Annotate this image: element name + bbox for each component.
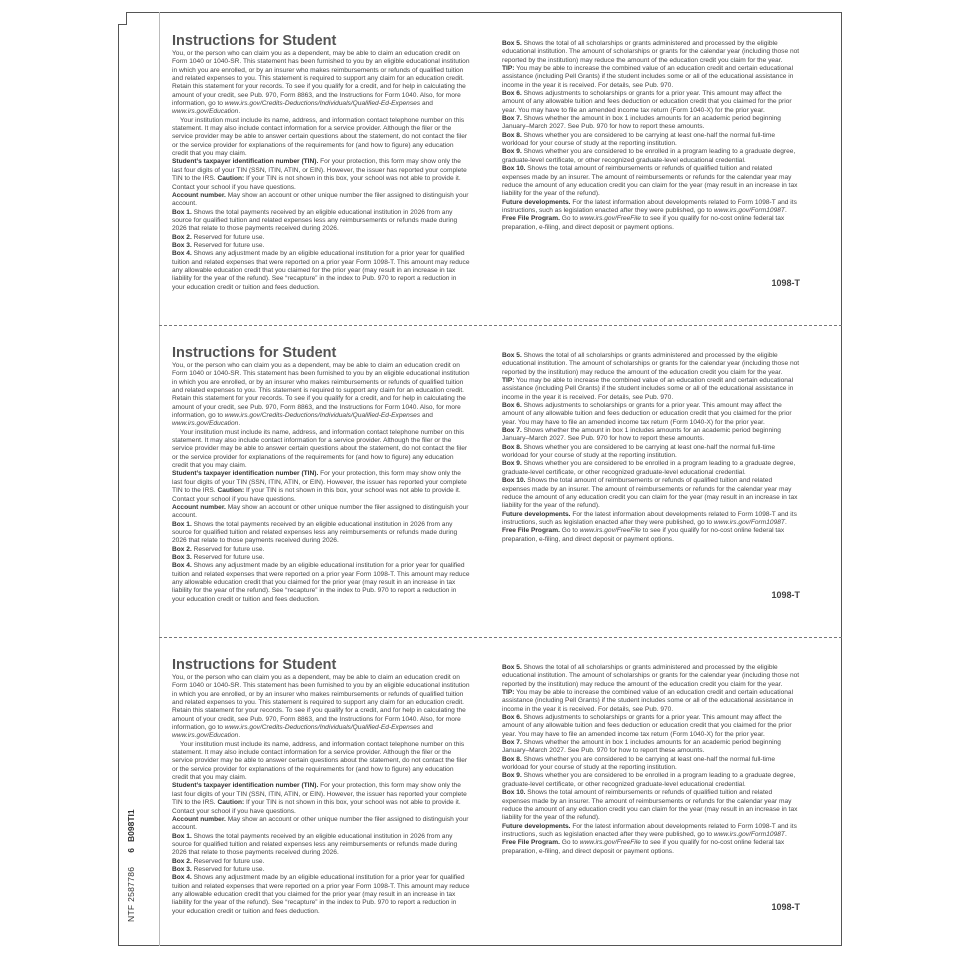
box4-label: Box 4. xyxy=(172,874,192,882)
box8-text: Shows whether you are considered to be carrying at least one-half the normal full-time workload for your course of study at the reporting institution. xyxy=(502,131,776,148)
intro-end: . xyxy=(238,732,241,740)
box2-paragraph xyxy=(172,234,470,242)
box1-label: Box 1. xyxy=(172,208,192,216)
caution-label: Caution: xyxy=(217,799,245,807)
box2-text: Reserved for future use. xyxy=(191,857,265,865)
box6-paragraph xyxy=(502,90,800,115)
account-text: May show an account or other unique number the filer assigned to distinguish your account. xyxy=(172,503,469,520)
form-side-code xyxy=(126,809,136,922)
box6-label: Box 6. xyxy=(502,714,522,722)
intro-and: and xyxy=(420,100,433,108)
right-column xyxy=(502,40,800,232)
box5-label: Box 5. xyxy=(502,352,522,359)
tip-text: You may be able to increase the combined value of an education credit and certain educational assistance (including Pell Grants) if the student includes some or all of the educational assistance in income in the year it is received. For details, see Pub. 970. xyxy=(502,65,794,89)
free-file-end: to see if you qualify for no-cost online federal tax preparation, e-filing, and direct deposit or payment options. xyxy=(502,215,785,231)
box4-paragraph xyxy=(172,250,470,292)
box9-paragraph xyxy=(502,460,800,477)
box1-label: Box 1. xyxy=(172,832,192,840)
intro-end: . xyxy=(238,420,241,428)
left-column xyxy=(172,32,470,292)
caution-label: Caution: xyxy=(217,175,245,183)
box9-text: Shows whether you are considered to be enrolled in a program leading to a graduate degree, graduate-level certificate, or other recognized graduate-level educational credential. xyxy=(502,148,796,164)
instructions-panel-2 xyxy=(172,344,800,644)
box1-text: Shows the total payments received by an eligible educational institution in 2026 from any source for qualified tuition and related expenses less any reimbursements or refunds made during 2026 that relate to those payments received during 2026. xyxy=(172,832,458,857)
box3-label: Box 3. xyxy=(172,241,192,249)
box8-label: Box 8. xyxy=(502,443,522,451)
box7-text: Shows whether the amount in box 1 includes amounts for an academic period beginning January–March 2027. See Pub. 970 for how to report these amounts. xyxy=(502,739,781,755)
box8-text: Shows whether you are considered to be carrying at least one-half the normal full-time workload for your course of study at the reporting institution. xyxy=(502,443,776,460)
box10-paragraph xyxy=(502,477,800,510)
box10-text: Shows the total amount of reimbursements or refunds of qualified tuition and related expenses made by an insurer. The amount of reimbursements or refunds for the calendar year may reduce the amount of any education credit you can claim for the year (may result in an increase in tax liability for the year of the refund). xyxy=(502,477,798,510)
future-label: Future developments. xyxy=(502,822,571,830)
caution-text: If your TIN is not shown in this box, your school was not able to provide it. Contact your school if you have questions. xyxy=(172,799,461,815)
future-text: For the latest information about developments related to Form 1098-T and its instructions, such as legislation enacted after they were published, go to xyxy=(502,198,797,214)
tip-paragraph xyxy=(502,689,800,714)
box10-text: Shows the total amount of reimbursements or refunds of qualified tuition and related expenses made by an insurer. The amount of reimbursements or refunds for the calendar year may reduce the amount of any education credit you can claim for the year (may result in an increase in tax liability for the year of the refund). xyxy=(502,789,798,822)
box3-paragraph xyxy=(172,866,470,874)
institution-paragraph: Your institution must include its name, address, and information contact telephone number on this statement. It may also include contact information for a service provider. Although the filer or the service provider may be able to answer certain questions about the statement, do not contact the filer or the service provider for explanations of the requirements for (and how to figure) any education credit that you may claim. xyxy=(172,740,468,782)
instructions-panel-1 xyxy=(172,32,800,332)
freefile-link[interactable]: www.irs.gov/FreeFile xyxy=(579,839,641,847)
tip-label: TIP: xyxy=(502,377,515,385)
box9-paragraph xyxy=(502,772,800,789)
box1-text: Shows the total payments received by an eligible educational institution in 2026 from any source for qualified tuition and related expenses less any reimbursements or refunds made during 2026 that relate to those payments received during 2026. xyxy=(172,208,458,233)
box9-paragraph xyxy=(502,148,800,165)
form1098t-link[interactable]: www.irs.gov/Form1098T xyxy=(713,518,785,526)
box7-label: Box 7. xyxy=(502,427,522,435)
box5-text: Shows the total of all scholarships or grants administered and processed by the eligible educational institution. The amount of scholarships or grants for the calendar year (including those not reported by the institution) may reduce the amount of the education credit you claim for the year. xyxy=(502,352,800,376)
box4-label: Box 4. xyxy=(172,562,192,570)
box4-paragraph xyxy=(172,562,470,604)
tin-text: For your protection, this form may show only the last four digits of your TIN (SSN, ITIN, ATIN, or EIN). However, the issuer has reported your complete TIN to the IRS. xyxy=(172,782,467,807)
education-link[interactable]: www.irs.gov/Education xyxy=(172,420,239,428)
free-file-label: Free File Program. xyxy=(502,839,560,847)
box7-text: Shows whether the amount in box 1 includes amounts for an academic period beginning January–March 2027. See Pub. 970 for how to report these amounts. xyxy=(502,427,781,443)
box1-paragraph xyxy=(172,209,470,234)
intro-text: You, or the person who can claim you as a dependent, may be able to claim an education credit on Form 1040 or 1040-SR. This statement has been furnished to you by an eligible educational institution in which you are enrolled, or by an insurer who makes reimbursements or refunds of qualified tuition and related expenses to you. This statement is required to support any claim for an education credit. Retain this statement for your records. To see if you qualify for a credit, and for help in calculating the amount of your credit, see Pub. 970, Form 8863, and the Instructions for Form 1040. Also, for more information, go to xyxy=(172,362,470,420)
box8-paragraph xyxy=(502,756,800,773)
box6-text: Shows adjustments to scholarships or grants for a prior year. This amount may affect the amount of any allowable tuition and fees deduction or education credit that you claimed for the prior year. You may have to file an amended income tax return (Form 1040-X) for the prior year. xyxy=(502,714,792,738)
free-file-paragraph xyxy=(502,839,800,856)
freefile-link[interactable]: www.irs.gov/FreeFile xyxy=(579,215,641,223)
account-label: Account number. xyxy=(172,503,226,511)
box2-text: Reserved for future use. xyxy=(191,545,265,553)
free-file-paragraph xyxy=(502,527,800,544)
box3-text: Reserved for future use. xyxy=(191,553,265,561)
box2-text: Reserved for future use. xyxy=(191,233,265,241)
box1-label: Box 1. xyxy=(172,520,192,528)
future-developments-paragraph xyxy=(502,199,800,216)
box4-label: Box 4. xyxy=(172,250,192,258)
box7-paragraph xyxy=(502,427,800,444)
box1-paragraph xyxy=(172,833,470,858)
box10-label: Box 10. xyxy=(502,477,526,485)
form-id-label: 1098-T xyxy=(771,590,800,600)
left-column xyxy=(172,656,470,916)
free-file-text: Go to xyxy=(559,839,580,847)
future-developments-paragraph xyxy=(502,823,800,840)
box10-text: Shows the total amount of reimbursements or refunds of qualified tuition and related expenses made by an insurer. The amount of reimbursements or refunds for the calendar year may reduce the amount of any education credit you can claim for the year (may result in an increase in tax liability for the year of the refund). xyxy=(502,165,798,198)
tin-text: For your protection, this form may show only the last four digits of your TIN (SSN, ITIN, ATIN, or EIN). However, the issuer has reported your complete TIN to the IRS. xyxy=(172,470,467,495)
free-file-label: Free File Program. xyxy=(502,215,560,223)
box2-paragraph xyxy=(172,546,470,554)
box10-paragraph xyxy=(502,789,800,822)
account-text: May show an account or other unique number the filer assigned to distinguish your account. xyxy=(172,191,469,208)
box9-label: Box 9. xyxy=(502,460,522,468)
tip-label: TIP: xyxy=(502,65,515,73)
qualified-ed-expenses-link[interactable]: www.irs.gov/Credits-Deductions/Individuals/Qualified-Ed-Expenses xyxy=(224,412,421,420)
box7-label: Box 7. xyxy=(502,739,522,747)
intro-text: You, or the person who can claim you as a dependent, may be able to claim an education credit on Form 1040 or 1040-SR. This statement has been furnished to you by an eligible educational institution in which you are enrolled, or by an insurer who makes reimbursements or refunds of qualified tuition and related expenses to you. This statement is required to support any claim for an education credit. Retain this statement for your records. To see if you qualify for a credit, and for help in calculating the amount of your credit, see Pub. 970, Form 8863, and the Instructions for Form 1040. Also, for more information, go to xyxy=(172,674,470,732)
side-code-form: B098TI1 xyxy=(126,809,136,842)
intro-and: and xyxy=(420,412,433,420)
corner-tab xyxy=(118,12,127,25)
account-text: May show an account or other unique number the filer assigned to distinguish your account. xyxy=(172,815,469,832)
future-end: . xyxy=(784,206,787,214)
future-text: For the latest information about developments related to Form 1098-T and its instructions, such as legislation enacted after they were published, go to xyxy=(502,510,797,526)
education-link[interactable]: www.irs.gov/Education xyxy=(172,732,239,740)
box9-label: Box 9. xyxy=(502,148,522,156)
box1-paragraph xyxy=(172,521,470,546)
form1098t-link[interactable]: www.irs.gov/Form1098T xyxy=(713,830,785,838)
tip-text: You may be able to increase the combined value of an education credit and certain educational assistance (including Pell Grants) if the student includes some or all of the educational assistance in income in the year it is received. For details, see Pub. 970. xyxy=(502,377,794,401)
form1098t-link[interactable]: www.irs.gov/Form1098T xyxy=(713,206,785,214)
box6-text: Shows adjustments to scholarships or grants for a prior year. This amount may affect the amount of any allowable tuition and fees deduction or education credit that you claimed for the prior year. You may have to file an amended income tax return (Form 1040-X) for the prior year. xyxy=(502,402,792,426)
box6-label: Box 6. xyxy=(502,402,522,410)
box5-text: Shows the total of all scholarships or grants administered and processed by the eligible educational institution. The amount of scholarships or grants for the calendar year (including those not reported by the institution) may reduce the amount of the education credit you claim for the year. xyxy=(502,664,800,688)
box6-text: Shows adjustments to scholarships or grants for a prior year. This amount may affect the amount of any allowable tuition and fees deduction or education credit that you claimed for the prior year. You may have to file an amended income tax return (Form 1040-X) for the prior year. xyxy=(502,90,792,114)
form-id-label: 1098-T xyxy=(771,278,800,288)
freefile-link[interactable]: www.irs.gov/FreeFile xyxy=(579,527,641,535)
future-label: Future developments. xyxy=(502,198,571,206)
future-developments-paragraph xyxy=(502,511,800,528)
panel-title: Instructions for Student xyxy=(172,345,337,361)
box5-label: Box 5. xyxy=(502,40,522,47)
tip-paragraph xyxy=(502,377,800,402)
free-file-label: Free File Program. xyxy=(502,527,560,535)
instructions-panel-3 xyxy=(172,656,800,956)
box4-paragraph xyxy=(172,874,470,916)
future-label: Future developments. xyxy=(502,510,571,518)
tin-label: Student’s taxpayer identification number (TIN). xyxy=(172,470,319,478)
box2-paragraph xyxy=(172,858,470,866)
free-file-end: to see if you qualify for no-cost online federal tax preparation, e-filing, and direct deposit or payment options. xyxy=(502,527,785,543)
box5-paragraph xyxy=(502,40,800,65)
institution-paragraph: Your institution must include its name, address, and information contact telephone number on this statement. It may also include contact information for a service provider. Although the filer or the service provider may be able to answer certain questions about the statement, do not contact the filer or the service provider for explanations of the requirements for (and how to figure) any education credit that you may claim. xyxy=(172,116,468,158)
right-column xyxy=(502,664,800,856)
free-file-end: to see if you qualify for no-cost online federal tax preparation, e-filing, and direct deposit or payment options. xyxy=(502,839,785,855)
box8-label: Box 8. xyxy=(502,131,522,139)
qualified-ed-expenses-link[interactable]: www.irs.gov/Credits-Deductions/Individuals/Qualified-Ed-Expenses xyxy=(224,724,421,732)
form-id-label: 1098-T xyxy=(771,902,800,912)
box3-paragraph xyxy=(172,554,470,562)
box3-paragraph xyxy=(172,242,470,250)
box10-paragraph xyxy=(502,165,800,198)
perforation-rail xyxy=(159,12,160,946)
box1-text: Shows the total payments received by an eligible educational institution in 2026 from any source for qualified tuition and related expenses less any reimbursements or refunds made during 2026 that relate to those payments received during 2026. xyxy=(172,520,458,545)
box3-label: Box 3. xyxy=(172,553,192,561)
future-text: For the latest information about developments related to Form 1098-T and its instructions, such as legislation enacted after they were published, go to xyxy=(502,822,797,838)
tin-paragraph xyxy=(172,470,470,503)
box8-text: Shows whether you are considered to be carrying at least one-half the normal full-time workload for your course of study at the reporting institution. xyxy=(502,755,776,772)
box3-text: Reserved for future use. xyxy=(191,865,265,873)
intro-paragraph xyxy=(172,50,470,117)
box7-paragraph xyxy=(502,739,800,756)
box9-text: Shows whether you are considered to be enrolled in a program leading to a graduate degree, graduate-level certificate, or other recognized graduate-level educational credential. xyxy=(502,772,796,788)
box10-label: Box 10. xyxy=(502,165,526,173)
tin-text: For your protection, this form may show only the last four digits of your TIN (SSN, ITIN, ATIN, or EIN). However, the issuer has reported your complete TIN to the IRS. xyxy=(172,158,467,183)
caution-label: Caution: xyxy=(217,487,245,495)
caution-text: If your TIN is not shown in this box, your school was not able to provide it. Contact your school if you have questions. xyxy=(172,487,461,503)
right-column xyxy=(502,352,800,544)
box8-paragraph xyxy=(502,444,800,461)
box7-text: Shows whether the amount in box 1 includes amounts for an academic period beginning January–March 2027. See Pub. 970 for how to report these amounts. xyxy=(502,115,781,131)
account-paragraph xyxy=(172,192,470,209)
future-end: . xyxy=(784,830,787,838)
free-file-text: Go to xyxy=(559,527,580,535)
box5-text: Shows the total of all scholarships or grants administered and processed by the eligible educational institution. The amount of scholarships or grants for the calendar year (including those not reported by the institution) may reduce the amount of the education credit you claim for the year. xyxy=(502,40,800,64)
box7-paragraph xyxy=(502,115,800,132)
education-link[interactable]: www.irs.gov/Education xyxy=(172,108,239,116)
tin-label: Student’s taxpayer identification number (TIN). xyxy=(172,782,319,790)
tin-paragraph xyxy=(172,782,470,815)
box5-paragraph xyxy=(502,352,800,377)
box7-label: Box 7. xyxy=(502,115,522,123)
tip-label: TIP: xyxy=(502,689,515,697)
box3-label: Box 3. xyxy=(172,865,192,873)
tip-paragraph xyxy=(502,65,800,90)
box2-label: Box 2. xyxy=(172,233,192,241)
tin-paragraph xyxy=(172,158,470,191)
account-label: Account number. xyxy=(172,191,226,199)
box10-label: Box 10. xyxy=(502,789,526,797)
panel-title: Instructions for Student xyxy=(172,657,337,673)
box5-paragraph xyxy=(502,664,800,689)
box8-paragraph xyxy=(502,132,800,149)
box4-text: Shows any adjustment made by an eligible educational institution for a prior year for qualified tuition and related expenses that were reported on a prior year Form 1098-T. This amount may reduce any allowable education credit that you claimed for the prior year (may result in an increase in tax liability for the year of the refund). See “recapture” in the index to Pub. 970 to report a reduction in your education credit or tuition and fees deduction. xyxy=(172,874,470,915)
box9-label: Box 9. xyxy=(502,772,522,780)
box3-text: Reserved for future use. xyxy=(191,241,265,249)
intro-end: . xyxy=(238,108,241,116)
account-label: Account number. xyxy=(172,815,226,823)
intro-text: You, or the person who can claim you as a dependent, may be able to claim an education credit on Form 1040 or 1040-SR. This statement has been furnished to you by an eligible educational institution in which you are enrolled, or by an insurer who makes reimbursements or refunds of qualified tuition and related expenses to you. This statement is required to support any claim for an education credit. Retain this statement for your records. To see if you qualify for a credit, and for help in calculating the amount of your credit, see Pub. 970, Form 8863, and the Instructions for Form 1040. Also, for more information, go to xyxy=(172,50,470,108)
panel-title: Instructions for Student xyxy=(172,33,337,49)
free-file-paragraph xyxy=(502,215,800,232)
box2-label: Box 2. xyxy=(172,545,192,553)
caution-text: If your TIN is not shown in this box, your school was not able to provide it. Contact your school if you have questions. xyxy=(172,175,461,191)
box6-label: Box 6. xyxy=(502,90,522,98)
qualified-ed-expenses-link[interactable]: www.irs.gov/Credits-Deductions/Individuals/Qualified-Ed-Expenses xyxy=(224,100,421,108)
future-end: . xyxy=(784,518,787,526)
box4-text: Shows any adjustment made by an eligible educational institution for a prior year for qualified tuition and related expenses that were reported on a prior year Form 1098-T. This amount may reduce any allowable education credit that you claimed for the prior year (may result in an increase in tax liability for the year of the refund). See “recapture” in the index to Pub. 970 to report a reduction in your education credit or tuition and fees deduction. xyxy=(172,562,470,603)
box9-text: Shows whether you are considered to be enrolled in a program leading to a graduate degree, graduate-level certificate, or other recognized graduate-level educational credential. xyxy=(502,460,796,476)
box2-label: Box 2. xyxy=(172,857,192,865)
left-column xyxy=(172,344,470,604)
side-code-number: 6 xyxy=(126,847,136,853)
box5-label: Box 5. xyxy=(502,664,522,671)
account-paragraph xyxy=(172,816,470,833)
box4-text: Shows any adjustment made by an eligible educational institution for a prior year for qualified tuition and related expenses that were reported on a prior year Form 1098-T. This amount may reduce any allowable education credit that you claimed for the prior year (may result in an increase in tax liability for the year of the refund). See “recapture” in the index to Pub. 970 to report a reduction in your education credit or tuition and fees deduction. xyxy=(172,250,470,291)
intro-paragraph xyxy=(172,362,470,429)
tip-text: You may be able to increase the combined value of an education credit and certain educational assistance (including Pell Grants) if the student includes some or all of the educational assistance in income in the year it is received. For details, see Pub. 970. xyxy=(502,689,794,713)
box6-paragraph xyxy=(502,402,800,427)
institution-paragraph: Your institution must include its name, address, and information contact telephone number on this statement. It may also include contact information for a service provider. Although the filer or the service provider may be able to answer certain questions about the statement, do not contact the filer or the service provider for explanations of the requirements for (and how to figure) any education credit that you may claim. xyxy=(172,428,468,470)
account-paragraph xyxy=(172,504,470,521)
intro-and: and xyxy=(420,724,433,732)
box8-label: Box 8. xyxy=(502,755,522,763)
tin-label: Student’s taxpayer identification number (TIN). xyxy=(172,158,319,166)
box6-paragraph xyxy=(502,714,800,739)
free-file-text: Go to xyxy=(559,215,580,223)
intro-paragraph xyxy=(172,674,470,741)
side-code-ntf: NTF 2587786 xyxy=(126,866,136,922)
